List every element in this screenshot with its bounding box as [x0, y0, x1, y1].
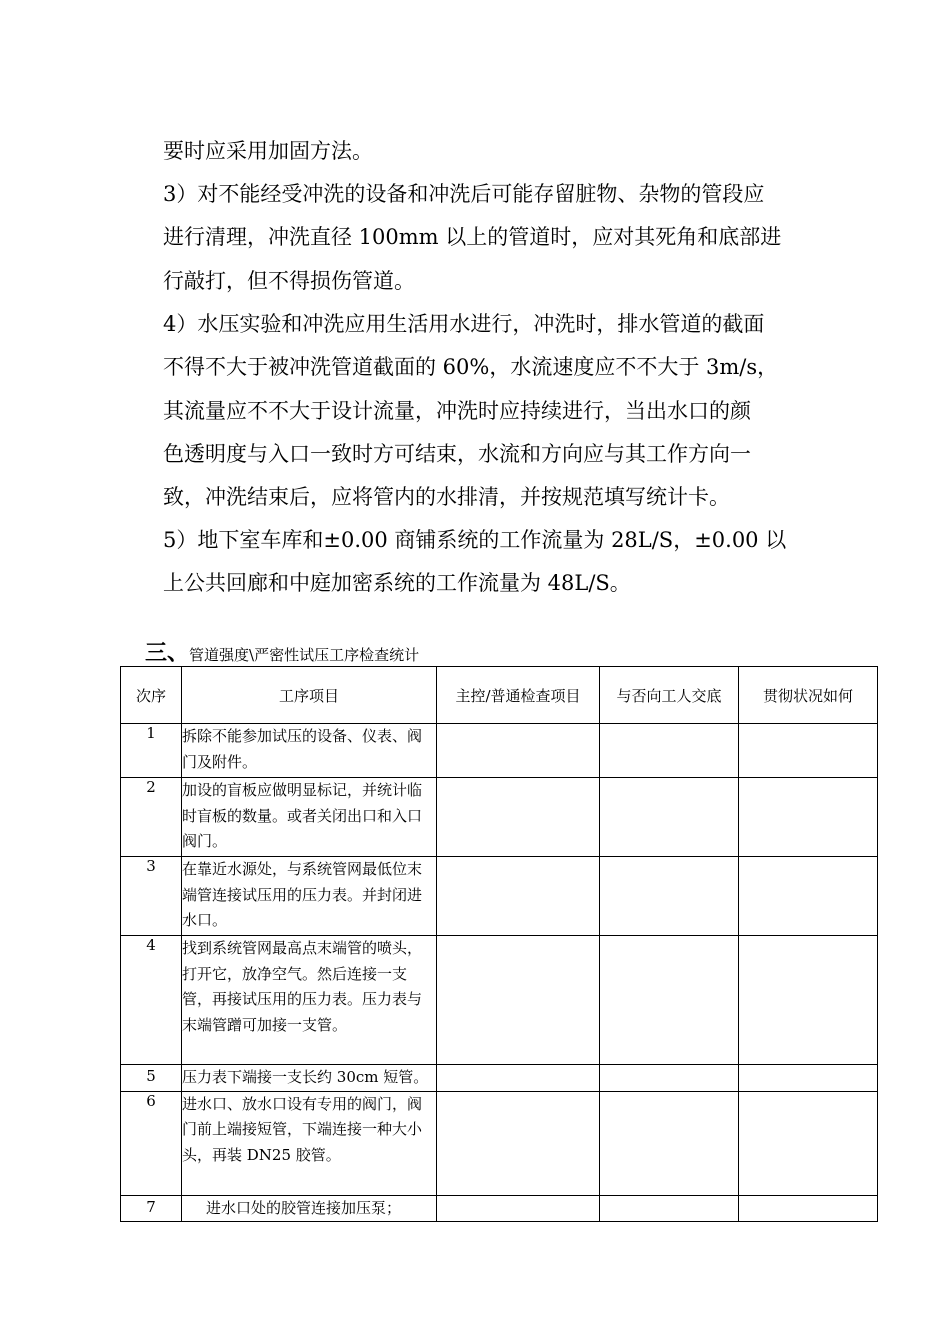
- process-item: [182, 1065, 437, 1092]
- section-number: 三、: [145, 640, 190, 666]
- row-number: 6: [121, 1091, 182, 1195]
- paragraph-1: [163, 130, 823, 173]
- table-row: [121, 1065, 878, 1092]
- paragraph-line: 要时应采用加固方法。: [163, 139, 373, 163]
- check-item-cell: [437, 1195, 600, 1222]
- process-item: [182, 1195, 437, 1222]
- briefing-cell: [600, 1091, 739, 1195]
- check-item-cell: [437, 778, 600, 857]
- paragraph-4: [163, 519, 823, 606]
- process-item: [182, 778, 437, 857]
- implementation-cell: [739, 936, 878, 1065]
- inspection-table: [120, 666, 878, 1222]
- paragraph-line: 其流量应不不大于设计流量，冲洗时应持续进行，当出水口的颜: [163, 398, 751, 423]
- implementation-cell: [739, 778, 878, 857]
- header-briefing: 与否向工人交底: [600, 667, 739, 724]
- briefing-cell: [600, 1195, 739, 1222]
- row-number: 7: [121, 1195, 182, 1222]
- implementation-cell: [739, 724, 878, 778]
- header-check-item: 主控/普通检查项目: [437, 667, 600, 724]
- check-item-cell: [437, 857, 600, 936]
- check-item-cell: [437, 936, 600, 1065]
- briefing-cell: [600, 778, 739, 857]
- table-header-row: [121, 667, 878, 724]
- paragraph-line: 色透明度与入口一致时方可结束，水流和方向应与其工作方向一: [163, 441, 751, 466]
- section-heading: [145, 636, 419, 667]
- table-row: [121, 857, 878, 936]
- paragraph-3: [163, 303, 823, 519]
- process-item: [182, 1091, 437, 1195]
- briefing-cell: [600, 1065, 739, 1092]
- row-number: 5: [121, 1065, 182, 1092]
- process-item-text: 压力表下端接一支长约 30cm 短管。: [182, 1068, 429, 1086]
- process-item-text: 拆除不能参加试压的设备、仪表、阀门及附件。: [182, 727, 423, 771]
- table-row: [121, 1091, 878, 1195]
- implementation-cell: [739, 1195, 878, 1222]
- check-item-cell: [437, 1091, 600, 1195]
- briefing-cell: [600, 857, 739, 936]
- row-number: 2: [121, 778, 182, 857]
- paragraph-line: 3）对不能经受冲洗的设备和冲洗后可能存留脏物、杂物的管段应: [163, 182, 765, 206]
- table-row: [121, 778, 878, 857]
- header-process-item: 工序项目: [182, 667, 437, 724]
- paragraph-line: 进行清理，冲洗直径 100mm 以上的管道时，应对其死角和底部进: [163, 225, 782, 250]
- paragraph-line: 5）地下室车库和±0.00 商铺系统的工作流量为 28L/S，±0.00 以: [163, 528, 787, 552]
- implementation-cell: [739, 1091, 878, 1195]
- check-item-cell: [437, 1065, 600, 1092]
- process-item: [182, 724, 437, 778]
- briefing-cell: [600, 936, 739, 1065]
- process-item-text: 进水口、放水口设有专用的阀门，阀门前上端接短管，下端连接一种大小头，再装 DN25 胶管。: [182, 1094, 423, 1164]
- briefing-cell: [600, 724, 739, 778]
- table-row: [121, 1195, 878, 1222]
- table-row: [121, 724, 878, 778]
- process-item-text: 找到系统管网最高点末端管的喷头，打开它，放净空气。然后连接一支管，再接试压用的压力表。压力表与末端管蹭可加接一支管。: [182, 939, 423, 1034]
- implementation-cell: [739, 857, 878, 936]
- paragraph-line: 4）水压实验和冲洗应用生活用水进行，冲洗时，排水管道的截面: [163, 312, 765, 336]
- paragraph-line: 上公共回廊和中庭加密系统的工作流量为 48L/S。: [163, 571, 631, 596]
- row-number: 3: [121, 857, 182, 936]
- row-number: 4: [121, 936, 182, 1065]
- header-implementation: 贯彻状况如何: [739, 667, 878, 724]
- process-item-text: 进水口处的胶管连接加压泵；: [206, 1198, 402, 1217]
- row-number: 1: [121, 724, 182, 778]
- header-order: 次序: [121, 667, 182, 724]
- implementation-cell: [739, 1065, 878, 1092]
- paragraph-line: 行敲打，但不得损伤管道。: [163, 268, 415, 293]
- process-item: [182, 936, 437, 1065]
- section-title: 管道强度\严密性试压工序检查统计: [189, 646, 420, 664]
- table-row: [121, 936, 878, 1065]
- process-item-text: 在靠近水源处，与系统管网最低位末端管连接试压用的压力表。并封闭进水口。: [182, 860, 423, 929]
- check-item-cell: [437, 724, 600, 778]
- paragraph-line: 不得不大于被冲洗管道截面的 60%，水流速度应不不大于 3m/s，: [163, 355, 779, 380]
- process-item-text: 加设的盲板应做明显标记，并统计临时盲板的数量。或者关闭出口和入口阀门。: [182, 781, 423, 850]
- process-item: [182, 857, 437, 936]
- paragraph-2: [163, 173, 823, 303]
- paragraph-line: 致，冲洗结束后，应将管内的水排清，并按规范填写统计卡。: [163, 485, 730, 510]
